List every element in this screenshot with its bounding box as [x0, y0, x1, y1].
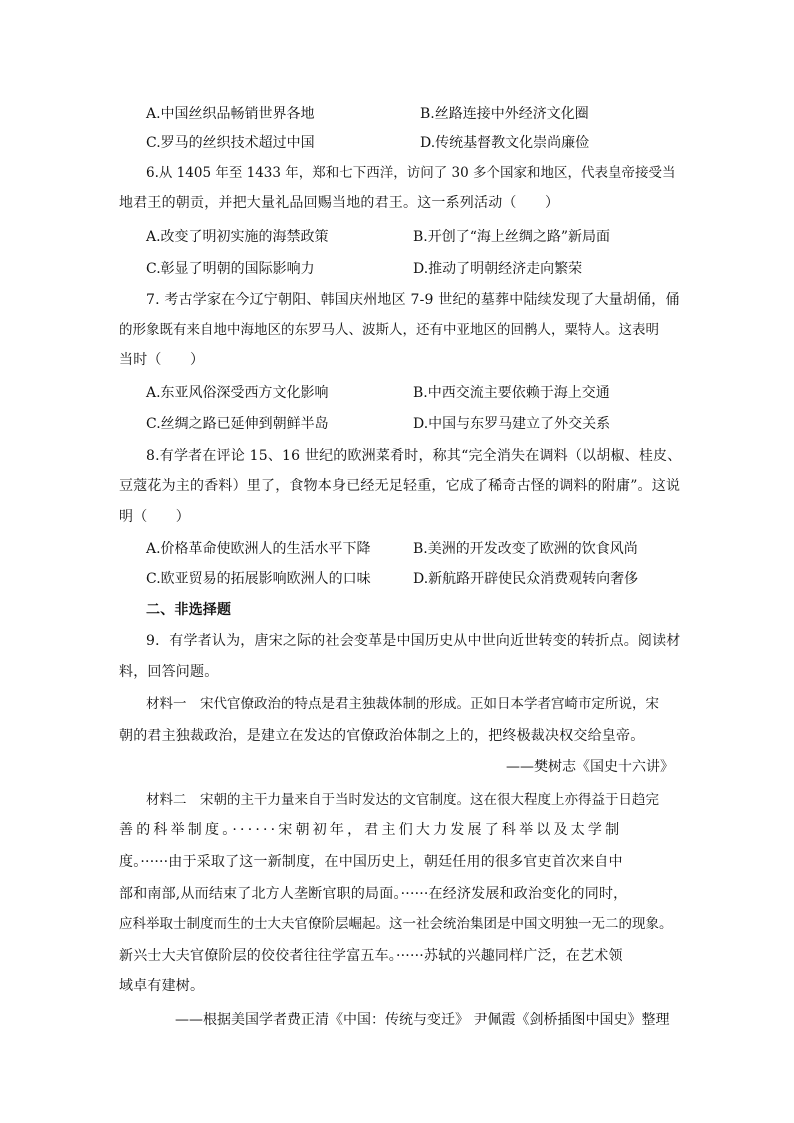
material-2-source: ——根据美国学者费正清《中国：传统与变迁》 尹佩霞《剑桥插图中国史》整理 — [175, 1012, 670, 1028]
q8-stem-line-2: 豆蔻花为主的香料）里了，食物本身已经无足轻重，它成了稀奇古怪的调料的附庸”。这说 — [119, 478, 681, 494]
q5-option-d: D.传统基督教文化崇尚廉俭 — [420, 135, 590, 151]
q6-stem-line-2: 地君王的朝贡，并把大量礼品回赐当地的君王。这一系列活动（ ） — [119, 195, 560, 211]
section-title: 二、非选择题 — [146, 602, 232, 618]
material-1-line-2: 朝的君主独裁政治，是建立在发达的官僚政治体制之上的，把终极裁决权交给皇帝。 — [119, 728, 645, 744]
q7-option-a: A.东亚风俗深受西方文化影响 — [146, 385, 329, 401]
q9-stem-line-2: 料，回答问题。 — [119, 664, 219, 680]
material-1-source: ——樊树志《国史十六讲》 — [506, 759, 674, 775]
q5-option-b: B.丝路连接中外经济文化圈 — [420, 106, 589, 122]
q8-stem-line-3: 明（ ） — [119, 509, 190, 525]
q7-option-b: B.中西交流主要依赖于海上交通 — [413, 385, 610, 401]
q7-stem-line-2: 的形象既有来自地中海地区的东罗马人、波斯人，还有中亚地区的回鹘人，粟特人。这表明 — [119, 322, 659, 338]
material-2-line-1: 材料二 宋朝的主干力量来自于当时发达的文官制度。这在很大程度上亦得益于日趋完 — [146, 792, 659, 808]
q8-option-a: A.价格革命使欧洲人的生活水平下降 — [146, 541, 371, 557]
material-2-line-3: 度。······由于采取了这一新制度，在中国历史上，朝廷任用的很多官吏首次来自中 — [119, 854, 623, 870]
q6-option-d: D.推动了明朝经济走向繁荣 — [413, 261, 583, 277]
q7-stem-line-1: 7. 考古学家在今辽宁朝阳、韩国庆州地区 7-9 世纪的墓葬中陆续发现了大量胡俑，俑 — [146, 292, 680, 308]
material-2-line-6: 新兴士大夫官僚阶层的佼佼者往往学富五车。······苏轼的兴趣同样广泛，在艺术领 — [119, 948, 623, 964]
q6-option-c: C.彰显了明朝的国际影响力 — [146, 261, 315, 277]
q5-option-c: C.罗马的丝织技术超过中国 — [146, 135, 315, 151]
material-2-line-5: 应科举取士制度而生的士大夫官僚阶层崛起。这一社会统治集团是中国文明独一无二的现象。 — [119, 916, 673, 932]
q7-option-c: C.丝绸之路已延伸到朝鲜半岛 — [146, 416, 329, 432]
material-2-line-7: 域卓有建树。 — [119, 978, 205, 994]
q8-stem-line-1: 8.有学者在评论 15、16 世纪的欧洲菜肴时，称其“完全消失在调料（以胡椒、桂皮、 — [146, 448, 682, 464]
q6-option-a: A.改变了明初实施的海禁政策 — [146, 229, 329, 245]
q8-option-b: B.美洲的开发改变了欧洲的饮食风尚 — [413, 541, 638, 557]
material-1-line-1: 材料一 宋代官僚政治的特点是君主独裁体制的形成。正如日本学者宫崎市定所说，宋 — [146, 696, 659, 712]
q5-option-a: A.中国丝织品畅销世界各地 — [146, 106, 315, 122]
q7-option-d: D.中国与东罗马建立了外交关系 — [413, 416, 611, 432]
q6-option-b: B.开创了“海上丝绸之路”新局面 — [413, 229, 611, 245]
q8-option-c: C.欧亚贸易的拓展影响欧洲人的口味 — [146, 571, 371, 587]
q9-stem-line-1: 9．有学者认为，唐宋之际的社会变革是中国历史从中世向近世转变的转折点。阅读材 — [146, 633, 681, 649]
q6-stem-line-1: 6.从 1405 年至 1433 年，郑和七下西洋，访问了 30 多个国家和地区，代表皇帝接受当 — [146, 165, 676, 181]
material-2-line-4: 部和南部,从而结束了北方人垄断官职的局面。······在经济发展和政治变化的同时， — [119, 886, 628, 902]
q7-stem-line-3: 当时（ ） — [119, 352, 205, 368]
q8-option-d: D.新航路开辟使民众消费观转向奢侈 — [413, 571, 639, 587]
material-2-line-2: 善的科举制度。······宋朝初年，君主们大力发展了科举以及太学制 — [119, 822, 623, 838]
